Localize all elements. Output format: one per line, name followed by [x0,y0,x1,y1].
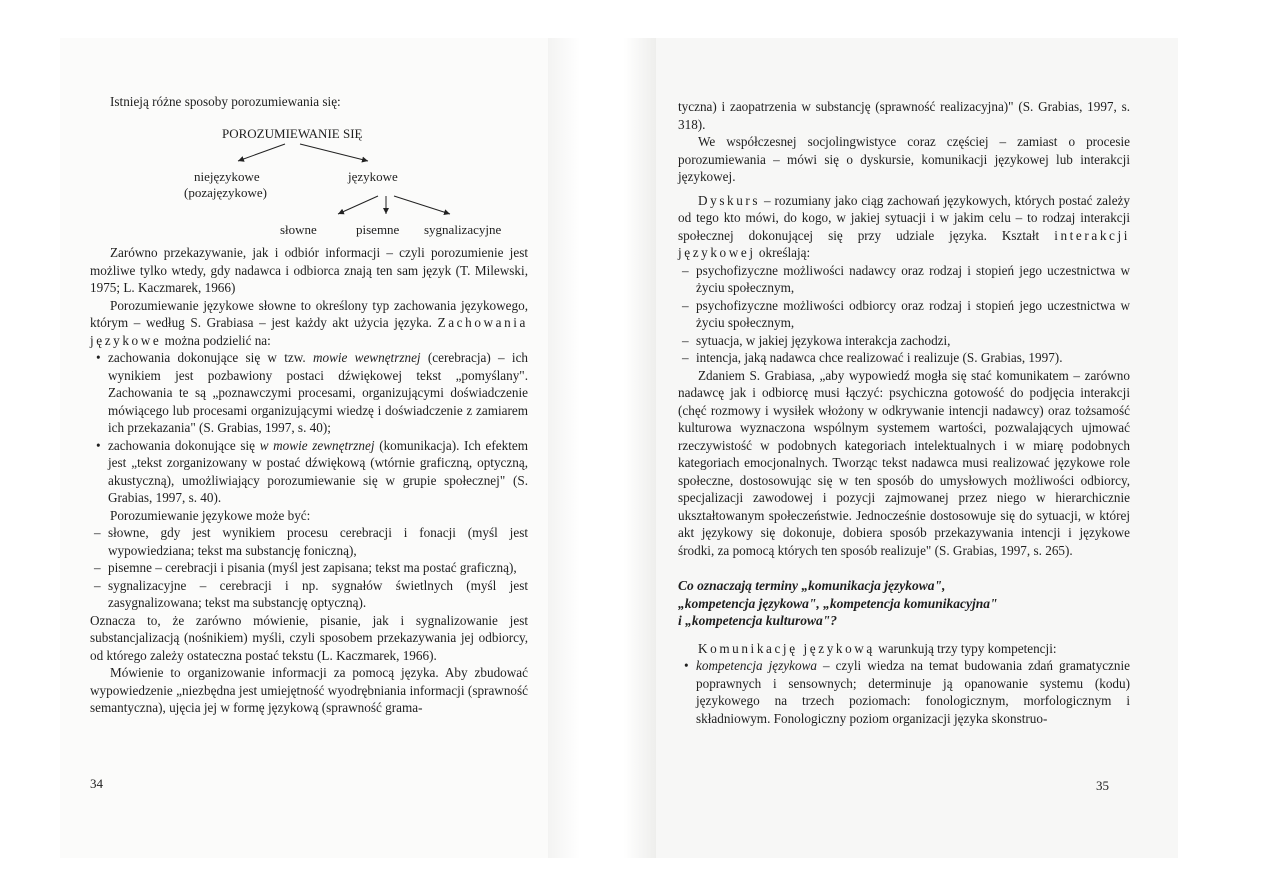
spaced-term: interakcji językowej [678,227,1130,260]
paragraph [678,192,1130,262]
text-span: – rozumiany jako ciąg zachowań językowych, których postać zależy od tego kto mówi, do kogo, w jakiej sytuacji i w jakim celu – to rodzaj interakcji społecznej dokonującej się przy udziale języka. Kształt [678,192,1130,243]
right-page [656,38,1178,858]
list-item [90,349,528,437]
list-item: – psychofizyczne możliwości nadawcy oraz rodzaj i stopień jego uczestnictwa w życiu społecznym, [678,262,1130,297]
diagram-arrows [120,88,540,223]
bullet-list [90,349,528,507]
list-item: – sytuacja, w jakiej językowa interakcja zachodzi, [678,332,1130,350]
intro-text: Istnieją różne sposoby porozumiewania się: [110,94,341,109]
book-gutter [548,38,656,858]
paragraph: Porozumiewanie językowe może być: [110,507,311,523]
list-item: – intencja, jaką nadawca chce realizować i realizuje (S. Grabias, 1997). [678,349,1130,367]
diagram-nonverbal-alt: (pozajęzykowe) [184,185,268,200]
dash-list [90,524,528,612]
list-item: – sygnalizacyjne – cerebracji i np. sygnałów świetlnych (myśl jest zasygnalizowana; tekst ma substancję optyczną). [90,577,528,612]
list-item [90,437,528,507]
text-span: – czyli wiedza na temat budowania zdań gramatycznie poprawnych i sensownych; determinuje ją opanowanie systemu (kodu) językowego na trzech poziomach: fonologicznym, morfologicznym i składniowym. Fonologiczny poziom organizacji języka skonstruo- [696,658,1131,726]
section-heading: i „kompetencja kulturowa"? [678,613,838,628]
left-page [60,38,548,858]
left-body [90,244,528,717]
paragraph [90,297,528,350]
text-span: (komunikacja). Ich efektem jest „tekst zorganizowany w postać dźwiękową (wtórnie graficzną, optyczną, akustyczną), umożliwiający porozumiewanie się w grupie społecznej" (S. Grabias, 1997, s. 40). [108,437,529,505]
italic-term: mowie wewnętrznej [312,350,421,365]
diagram-verbal: językowe [348,169,398,184]
spaced-term: Zachowania językowe [90,315,529,348]
arrow-to-signal [394,196,450,214]
paragraph: tyczna) i zaopatrzenia w substancję (sprawność realizacyjna)" (S. Grabias, 1997, s. 318). [678,99,1130,132]
communication-diagram [120,88,540,237]
right-body [678,98,1130,727]
page-number: 35 [1096,778,1109,793]
text-span: zachowania dokonujące się [108,437,256,453]
paragraph: Mówienie to organizowanie informacji za pomocą języka. Aby zbudować wypowiedzenie „niezbędna jest umiejętność wyodrębniania informacji (sprawność semantyczna), ujęcia jej w formę językową (sprawność grama- [90,665,528,715]
text-span: warunkują trzy typy kompetencji: [878,640,1057,656]
diagram-root: POROZUMIEWANIE SIĘ [222,126,363,141]
text-span: Porozumiewanie językowe słowne to określony typ zachowania językowego, którym – według S. Grabiasa – jest każdy akt użycia języka. [90,297,528,330]
text-span: zachowania dokonujące się w tzw. [108,350,306,365]
list-item: – psychofizyczne możliwości odbiorcy oraz rodzaj i stopień jego uczestnictwa w życiu społecznym, [678,297,1130,332]
spaced-term: Komunikację językową [698,640,875,656]
text-span: (cerebracja) – ich wynikiem jest pozbawiony postaci dźwiękowej tekst „pomyślany". Zachowania te są „poznawczymi procesami, organizującymi doświadczenie mówiącego lub procesami organizującymi wiedzę i doświadczenie z zamiarem ich przekazania" (S. Grabias, 1997, s. 40); [108,350,529,435]
spaced-term: Dyskurs [698,192,761,208]
bullet-list [678,657,1130,727]
section-heading: „kompetencja językowa", „kompetencja komunikacyjna" [678,595,998,611]
paragraph [678,640,1130,658]
paragraph: Zarówno przekazywanie, jak i odbiór informacji – czyli porozumienie jest możliwe tylko wtedy, gdy nadawca i odbiorca znają ten sam język (T. Milewski, 1975; L. Kaczmarek, 1966) [90,245,528,295]
text-span: można podzielić na: [164,332,271,348]
paragraph: Oznacza to, że zarówno mówienie, pisanie, jak i sygnalizowanie jest substancjalizacją (nośnikiem) myśli, czyli sposobem przekazywania jej odbiorcy, od którego zależy ostateczna postać tekstu (L. Kaczmarek, 1966). [90,612,528,663]
section-heading: Co oznaczają terminy „komunikacja językowa", [678,578,946,593]
arrow-to-spoken [338,196,378,214]
paragraph: Zdaniem S. Grabiasa, „aby wypowiedź mogła się stać komunikatem – zarówno nadawcę jak i odbiorcę musi łączyć: psychiczna gotowość do podjęcia interakcji (chęć rozmowy i wysiłek włożony w odkrywanie intencji nadawcy) oraz tożsamość kulturowa wyznaczona wspólnym systemem wartości, pozwalających ujmować rzeczywistość w podobnych kategoriach intelektualnych i w miarę podobnych kategoriach emocjonalnych. Tworząc tekst nadawca musi realizować językowe role społeczne, dostosowując się w ten sposób do umysłowych możliwości odbiorcy, specjalizacji zawodowej i pozycji zajmowanej przez niego w hierarchicznie ukształtowanym społeczeństwie. Jednocześnie dostosowuje się do sytuacji, w której akt językowy się dokonuje, dobiera sposób przekazywania intencji i językowe środki, za pomocą których ten sposób realizuje" (S. Grabias, 1997, s. 265). [678,367,1130,558]
list-item: – pisemne – cerebracji i pisania (myśl jest zapisana; tekst ma postać graficzną), [90,559,528,577]
dash-list [678,262,1130,367]
italic-term: w mowie zewnętrznej [259,437,375,453]
diagram-signal: sygnalizacyjne [424,222,502,237]
page-number: 34 [90,776,103,791]
arrow-to-nonverbal [238,144,285,161]
list-item [678,657,1130,727]
list-item: – słowne, gdy jest wynikiem procesu cerebracji i fonacji (myśl jest wypowiedziana; tekst ma substancję foniczną), [90,524,528,559]
paragraph: We współczesnej socjolingwistyce coraz częściej – zamiast o procesie porozumiewania – mówi się o dyskursie, komunikacji językowej lub interakcji językowej. [678,134,1130,184]
diagram-written: pisemne [356,222,400,237]
diagram-spoken: słowne [280,222,317,237]
diagram-nonverbal: niejęzykowe [194,169,260,184]
text-span: określają: [758,245,811,260]
italic-term: kompetencja językowa [696,658,817,673]
arrow-to-verbal [300,144,368,161]
